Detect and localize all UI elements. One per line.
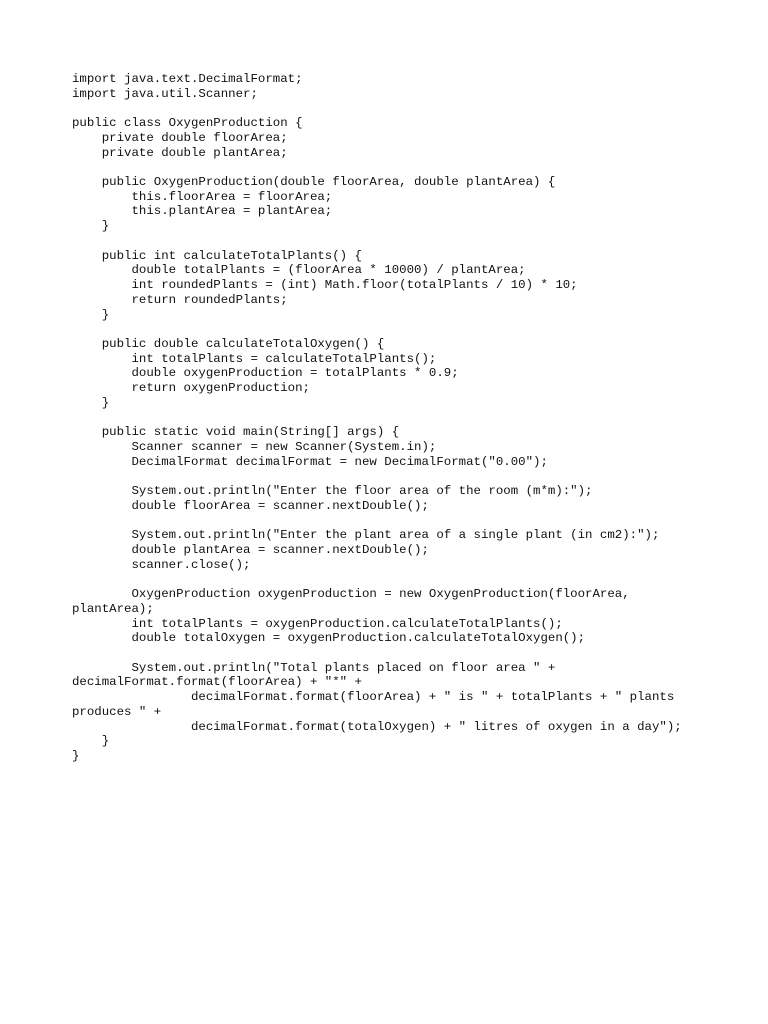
code-line: }	[72, 749, 80, 764]
code-line	[72, 469, 732, 484]
code-line: }	[72, 395, 110, 410]
code-line	[72, 411, 732, 426]
code-line: System.out.println("Enter the floor area of the room (m*m):");	[72, 484, 593, 499]
code-line: this.floorArea = floorArea;	[72, 189, 333, 204]
code-line: }	[72, 219, 110, 234]
code-line	[72, 234, 732, 249]
code-line: decimalFormat.format(floorArea) + "*" +	[72, 675, 362, 690]
code-line: int totalPlants = calculateTotalPlants();	[72, 351, 437, 366]
code-line: int totalPlants = oxygenProduction.calculateTotalPlants();	[72, 616, 563, 631]
code-line: }	[72, 307, 110, 322]
code-line: import java.util.Scanner;	[72, 86, 258, 101]
code-line: public double calculateTotalOxygen() {	[72, 336, 385, 351]
code-line: double totalPlants = (floorArea * 10000) / plantArea;	[72, 263, 526, 278]
code-line: double oxygenProduction = totalPlants * 0.9;	[72, 366, 459, 381]
code-line: scanner.close();	[72, 557, 251, 572]
code-line: }	[72, 734, 110, 749]
code-line: double totalOxygen = oxygenProduction.calculateTotalOxygen();	[72, 631, 586, 646]
code-line: System.out.println("Total plants placed on floor area " +	[72, 660, 556, 675]
code-line: private double floorArea;	[72, 130, 288, 145]
code-line: decimalFormat.format(floorArea) + " is " + totalPlants + " plants	[72, 690, 675, 705]
code-line: return roundedPlants;	[72, 292, 288, 307]
code-line: public OxygenProduction(double floorArea, double plantArea) {	[72, 175, 556, 190]
code-line	[72, 514, 732, 529]
code-line: double floorArea = scanner.nextDouble();	[72, 498, 429, 513]
code-line	[72, 101, 732, 116]
code-line: OxygenProduction oxygenProduction = new OxygenProduction(floorArea,	[72, 587, 630, 602]
code-line: System.out.println("Enter the plant area of a single plant (in cm2):");	[72, 528, 660, 543]
code-line	[72, 322, 732, 337]
code-line	[72, 572, 732, 587]
code-line: decimalFormat.format(totalOxygen) + " litres of oxygen in a day");	[72, 719, 682, 734]
code-line: Scanner scanner = new Scanner(System.in);	[72, 439, 437, 454]
code-line: produces " +	[72, 704, 162, 719]
code-line: public int calculateTotalPlants() {	[72, 248, 362, 263]
code-line: return oxygenProduction;	[72, 381, 310, 396]
code-line: this.plantArea = plantArea;	[72, 204, 333, 219]
code-line: import java.text.DecimalFormat;	[72, 72, 303, 86]
code-block	[72, 72, 732, 764]
code-line: private double plantArea;	[72, 145, 288, 160]
code-line: public static void main(String[] args) {	[72, 425, 400, 440]
code-line: int roundedPlants = (int) Math.floor(totalPlants / 10) * 10;	[72, 278, 578, 293]
code-line: public class OxygenProduction {	[72, 116, 303, 131]
code-line: plantArea);	[72, 601, 154, 616]
code-line: double plantArea = scanner.nextDouble();	[72, 543, 429, 557]
code-line: DecimalFormat decimalFormat = new DecimalFormat("0.00");	[72, 454, 548, 469]
code-line	[72, 160, 732, 175]
code-line	[72, 646, 732, 661]
